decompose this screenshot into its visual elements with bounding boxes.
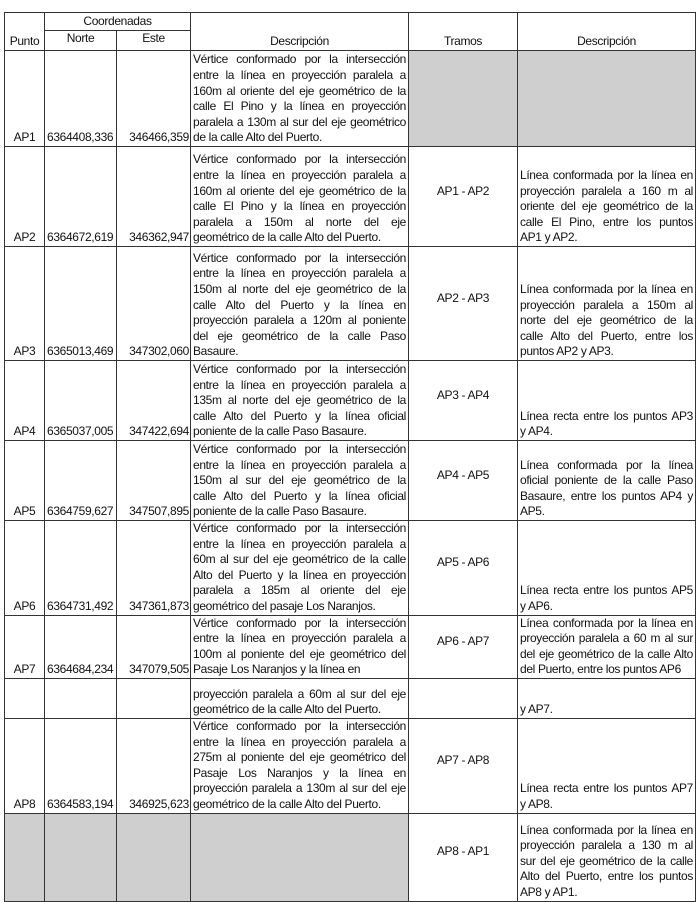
text-line: Vértice conformado por la intersección bbox=[193, 442, 406, 457]
norte-cell: 6365037,005 bbox=[45, 361, 117, 441]
este-cell: 346466,359 bbox=[117, 51, 191, 147]
vertices-table bbox=[4, 12, 696, 902]
text-line: 135m al norte del eje geométrico de la bbox=[193, 393, 406, 408]
este-cell: 346362,947 bbox=[117, 147, 191, 247]
text-line: Vértice conformado por la intersección bbox=[193, 362, 406, 377]
tramo-descripcion-cell bbox=[518, 521, 696, 616]
este-cell: 347079,505 bbox=[117, 615, 191, 678]
norte-cell: 6364731,492 bbox=[45, 521, 117, 616]
tramo-cell: AP6 - AP7 bbox=[409, 615, 518, 678]
text-line: Línea recta entre los puntos AP5 bbox=[520, 583, 693, 598]
punto-cell: AP3 bbox=[5, 247, 45, 361]
tramo-descripcion-cell bbox=[518, 51, 696, 147]
text-line: Pasaje Los Naranjos y la línea en bbox=[193, 662, 361, 677]
este-cell: 347422,694 bbox=[117, 361, 191, 441]
text-line: Línea recta entre los puntos AP3 bbox=[520, 408, 693, 423]
punto-cell: AP6 bbox=[5, 521, 45, 616]
text-line: Vértice conformado por la intersección bbox=[193, 521, 406, 535]
header-punto: Punto bbox=[5, 13, 45, 51]
text-line: proyección paralela a 60 m al sur bbox=[520, 631, 693, 646]
table-row bbox=[5, 247, 696, 361]
text-line: Basaure, entre los puntos AP4 y bbox=[520, 488, 693, 503]
text-line: y AP4. bbox=[520, 424, 553, 439]
text-line: Vértice conformado por la intersección bbox=[193, 718, 406, 733]
text-line: geométrico de la calle Alto del Puerto. bbox=[193, 796, 381, 811]
text-line: 100m al poniente del eje geométrico del bbox=[193, 646, 406, 661]
text-line: proyección paralela a 150m al bbox=[520, 297, 693, 312]
este-cell bbox=[117, 813, 191, 901]
punto-cell: AP8 bbox=[5, 718, 45, 813]
text-line: puntos AP2 y AP3. bbox=[520, 344, 614, 359]
descripcion-cell bbox=[191, 813, 409, 901]
text-line: y AP8. bbox=[520, 796, 553, 811]
descripcion-cell bbox=[191, 51, 409, 147]
text-line: paralela a 130m al sur del eje geométrico bbox=[193, 114, 406, 129]
text-line: poniente de la calle Paso Basaure. bbox=[193, 424, 367, 439]
norte-cell: 6364672,619 bbox=[45, 147, 117, 247]
text-line: 60m al sur del eje geométrico de la calle bbox=[193, 552, 406, 567]
text-line: del eje geométrico de la calle Alto bbox=[520, 646, 693, 661]
text-line: Línea conformada por la línea en bbox=[520, 615, 693, 630]
text-line: 150m al sur del eje geométrico de la bbox=[193, 473, 406, 488]
text-line: Vértice conformado por la intersección bbox=[193, 52, 406, 67]
descripcion-cell bbox=[191, 441, 409, 521]
tramo-cell bbox=[409, 51, 518, 147]
este-cell: 347507,895 bbox=[117, 441, 191, 521]
tramo-descripcion-cell bbox=[518, 361, 696, 441]
text-line: Línea conformada por la línea en bbox=[520, 282, 693, 297]
text-line: geométrico de la calle Alto del Puerto. bbox=[193, 702, 381, 717]
text-line: entre la línea en proyección paralela a bbox=[193, 631, 406, 646]
norte-cell bbox=[45, 813, 117, 901]
text-line: del eje geométrico de la calle Paso bbox=[193, 328, 406, 343]
text-line: entre la línea en proyección paralela a bbox=[193, 377, 406, 392]
descripcion-cell bbox=[191, 521, 409, 616]
text-line: calle Alto del Puerto, entre los bbox=[520, 328, 693, 343]
text-line: entre la línea en proyección paralela a bbox=[193, 536, 406, 551]
punto-cell: AP2 bbox=[5, 147, 45, 247]
text-line: Línea recta entre los puntos AP7 bbox=[520, 781, 693, 796]
text-line: Línea conformada por la línea en bbox=[520, 822, 693, 837]
tramo-cell bbox=[409, 678, 518, 718]
punto-cell: AP1 bbox=[5, 51, 45, 147]
text-line: calle El Pino y la línea en proyección bbox=[193, 199, 406, 214]
table-row bbox=[5, 441, 696, 521]
descripcion-cell bbox=[191, 147, 409, 247]
text-line: geométrico del pasaje Los Naranjos. bbox=[193, 598, 376, 613]
tramo-cell: AP2 - AP3 bbox=[409, 247, 518, 361]
tramo-cell: AP4 - AP5 bbox=[409, 441, 518, 521]
descripcion-cell bbox=[191, 361, 409, 441]
text-line: calle Alto del Puerto y la línea oficial bbox=[193, 408, 406, 423]
text-line: Pasaje Los Naranjos y la línea en bbox=[193, 765, 406, 780]
text-line: entre la línea en proyección paralela a bbox=[193, 457, 406, 472]
este-cell bbox=[117, 678, 191, 718]
table-row bbox=[5, 813, 696, 901]
este-cell: 346925,623 bbox=[117, 718, 191, 813]
text-line: proyección paralela a 160 m al bbox=[520, 183, 693, 198]
text-line: AP8 y AP1. bbox=[520, 884, 578, 899]
text-line: calle El Pino y la línea en proyección bbox=[193, 99, 406, 114]
text-line: oriente del eje geométrico de la bbox=[520, 199, 693, 214]
text-line: Línea conformada por la línea en bbox=[520, 168, 693, 183]
text-line: y AP7. bbox=[520, 702, 553, 717]
text-line: Basaure. bbox=[193, 344, 239, 359]
header-descripcion: Descripción bbox=[191, 13, 409, 51]
text-line: Alto del Puerto y la línea en proyección bbox=[193, 567, 406, 582]
tramo-cell: AP1 - AP2 bbox=[409, 147, 518, 247]
norte-cell: 6365013,469 bbox=[45, 247, 117, 361]
header-tramos: Tramos bbox=[409, 13, 518, 51]
text-line: poniente de la calle Paso Basaure. bbox=[193, 504, 367, 519]
text-line: paralela a 150m al norte del eje bbox=[193, 214, 406, 229]
tramo-cell: AP7 - AP8 bbox=[409, 718, 518, 813]
tramo-cell: AP8 - AP1 bbox=[409, 813, 518, 901]
descripcion-cell bbox=[191, 247, 409, 361]
header-norte: Norte bbox=[45, 31, 117, 51]
text-line: Vértice conformado por la intersección bbox=[193, 615, 406, 630]
norte-cell: 6364684,234 bbox=[45, 615, 117, 678]
text-line: oficial poniente de la calle Paso bbox=[520, 473, 693, 488]
tramo-descripcion-cell bbox=[518, 441, 696, 521]
text-line: entre la línea en proyección paralela a bbox=[193, 68, 406, 83]
table-row bbox=[5, 615, 696, 678]
text-line: norte del eje geométrico de la bbox=[520, 313, 693, 328]
text-line: calle El Pino, entre los puntos bbox=[520, 214, 693, 229]
tramo-descripcion-cell bbox=[518, 147, 696, 247]
tramo-cell: AP3 - AP4 bbox=[409, 361, 518, 441]
norte-cell bbox=[45, 678, 117, 718]
text-line: del Puerto, entre los puntos AP6 bbox=[520, 662, 681, 677]
norte-cell: 6364408,336 bbox=[45, 51, 117, 147]
table-row bbox=[5, 51, 696, 147]
table-row bbox=[5, 718, 696, 813]
text-line: entre la línea en proyección paralela a bbox=[193, 266, 406, 281]
tramo-descripcion-cell bbox=[518, 247, 696, 361]
table-body bbox=[5, 51, 696, 902]
punto-cell: AP5 bbox=[5, 441, 45, 521]
text-line: 150m al norte del eje geométrico de la bbox=[193, 282, 406, 297]
text-line: Alto del Puerto, entre los puntos bbox=[520, 869, 693, 884]
este-cell: 347302,060 bbox=[117, 247, 191, 361]
punto-cell: AP7 bbox=[5, 615, 45, 678]
text-line: AP1 y AP2. bbox=[520, 230, 578, 245]
text-line: proyección paralela a 130 m al bbox=[520, 838, 693, 853]
tramo-descripcion-cell bbox=[518, 615, 696, 678]
text-line: y AP6. bbox=[520, 598, 553, 613]
text-line: proyección paralela a 120m al poniente bbox=[193, 313, 406, 328]
text-line: entre la línea en proyección paralela a bbox=[193, 734, 406, 749]
descripcion-cell bbox=[191, 615, 409, 678]
tramo-descripcion-cell bbox=[518, 813, 696, 901]
text-line: Vértice conformado por la intersección bbox=[193, 250, 406, 265]
table-row bbox=[5, 147, 696, 247]
text-line: 275m al poniente del eje geométrico del bbox=[193, 750, 406, 765]
descripcion-cell bbox=[191, 678, 409, 718]
table-row bbox=[5, 361, 696, 441]
table-row bbox=[5, 678, 696, 718]
header-este: Este bbox=[117, 31, 191, 51]
text-line: 160m al oriente del eje geométrico de la bbox=[193, 83, 406, 98]
header-coordenadas: Coordenadas bbox=[45, 13, 191, 31]
text-line: AP5. bbox=[520, 504, 545, 519]
punto-cell bbox=[5, 678, 45, 718]
text-line: 160m al oriente del eje geométrico de la bbox=[193, 183, 406, 198]
text-line: paralela a 185m al oriente del eje bbox=[193, 583, 406, 598]
table-row bbox=[5, 521, 696, 616]
tramo-descripcion-cell bbox=[518, 678, 696, 718]
punto-cell: AP4 bbox=[5, 361, 45, 441]
text-line: proyección paralela a 130m al sur del eje bbox=[193, 781, 406, 796]
tramo-cell: AP5 - AP6 bbox=[409, 521, 518, 616]
header-descripcion-tramo: Descripción bbox=[518, 13, 696, 51]
text-line: Línea conformada por la línea bbox=[520, 457, 693, 472]
text-line: entre la línea en proyección paralela a bbox=[193, 168, 406, 183]
norte-cell: 6364759,627 bbox=[45, 441, 117, 521]
este-cell: 347361,873 bbox=[117, 521, 191, 616]
text-line: proyección paralela a 60m al sur del eje bbox=[193, 686, 406, 701]
text-line: Vértice conformado por la intersección bbox=[193, 152, 406, 167]
text-line: geométrico de la calle Alto del Puerto. bbox=[193, 230, 381, 245]
text-line: calle Alto del Puerto y la línea oficial bbox=[193, 488, 406, 503]
text-line: sur del eje geométrico de la calle bbox=[520, 853, 693, 868]
text-line: calle Alto del Puerto y la línea en bbox=[193, 297, 406, 312]
norte-cell: 6364583,194 bbox=[45, 718, 117, 813]
tramo-descripcion-cell bbox=[518, 718, 696, 813]
text-line: de la calle Alto del Puerto. bbox=[193, 130, 322, 145]
punto-cell bbox=[5, 813, 45, 901]
descripcion-cell bbox=[191, 718, 409, 813]
